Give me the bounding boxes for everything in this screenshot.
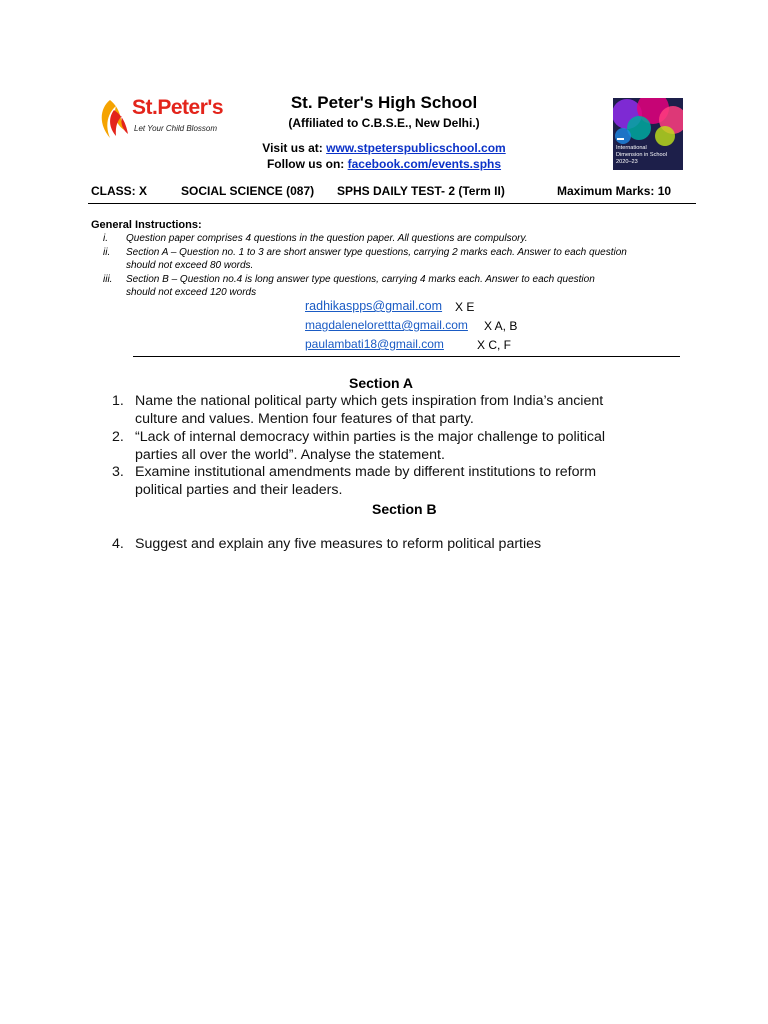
question-number: 1. [112,393,124,409]
question-number: 2. [112,429,124,445]
follow-label: Follow us on: [266,157,345,171]
visit-line [170,141,598,155]
subject-label: SOCIAL SCIENCE (087) [181,184,315,198]
instruction-num: i. [103,233,108,244]
facebook-link[interactable]: facebook.com/events.sphs [347,157,502,171]
instruction-text: Section B – Question no.4 is long answer type questions, carrying 4 marks each. Answer to each question [126,274,595,285]
instruction-text: Question paper comprises 4 questions in the question paper. All questions are compulsory. [126,233,528,244]
instructions-divider [133,356,680,357]
website-link[interactable]: www.stpeterspublicschool.com [326,141,506,155]
section-a-title: Section A [349,375,414,391]
question-text: parties all over the world”. Analyse the statement. [135,447,445,463]
instruction-num: ii. [103,247,111,258]
section-b-title: Section B [372,501,437,517]
question-number: 4. [112,536,124,552]
international-dimension-badge [613,98,683,170]
instructions-heading: General Instructions: [91,219,202,231]
instruction-text: Section A – Question no. 1 to 3 are short answer type questions, carrying 2 marks each. Answer to each question [126,247,627,258]
badge-line-3: 2020–23 [616,159,638,165]
question-text: culture and values. Mention four features of that party. [135,411,474,427]
email-link[interactable]: magdalenelorettta@gmail.com [305,318,468,332]
question-text: Examine institutional amendments made by different institutions to reform [135,464,597,480]
badge-line-2: Dimension in School [616,152,667,158]
email-sections: X A, B [484,319,518,333]
test-label: SPHS DAILY TEST- 2 (Term II) [337,184,505,198]
question-text: “Lack of internal democracy within parties is the major challenge to political [135,429,605,445]
follow-line [170,157,598,171]
logo-name: St.Peter's [132,96,224,119]
email-link[interactable]: radhikaspps@gmail.com [305,299,443,313]
question-text: political parties and their leaders. [135,482,343,498]
email-sections: X E [455,300,475,314]
question-number: 3. [112,464,124,480]
school-name: St. Peter's High School [290,93,478,112]
logo-tagline: Let Your Child Blossom [134,124,218,133]
question-text: Suggest and explain any five measures to reform political parties [135,536,542,552]
badge-line-1: International [616,145,647,151]
instruction-text: should not exceed 80 words. [126,260,254,271]
class-label: CLASS: X [91,184,148,198]
instruction-num: iii. [103,274,113,285]
instruction-text: should not exceed 120 words [126,287,257,298]
question-text: Name the national political party which gets inspiration from India’s ancient [135,393,604,409]
affiliation: (Affiliated to C.B.S.E., New Delhi.) [288,116,480,130]
email-link[interactable]: paulambati18@gmail.com [305,337,444,351]
visit-label: Visit us at: [262,141,323,155]
header-divider [88,203,696,204]
max-marks: Maximum Marks: 10 [557,184,672,198]
email-sections: X C, F [477,338,512,352]
